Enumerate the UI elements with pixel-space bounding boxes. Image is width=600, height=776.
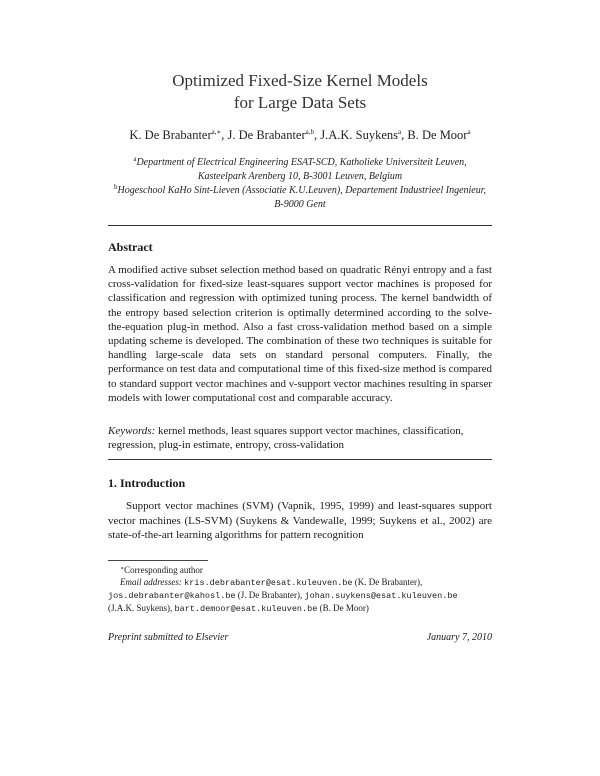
page-footer [108,632,492,643]
footnotes [108,563,492,615]
footer-date: January 7, 2010 [426,632,492,643]
affil-mark: a,b [305,128,314,136]
keywords [108,424,492,452]
abstract-bottom-rule [108,459,492,460]
email-label: Email addresses: [120,577,182,587]
title-line-2: for Large Data Sets [233,93,367,112]
paper-title [0,70,600,114]
author: J. De Brabanter$^{a,b}$, [227,128,321,142]
email-link[interactable]: bart.demoor@esat.kuleuven.be [174,604,318,614]
footnote-emails-line-3: (J.A.K. Suykens), bart.demoor@esat.kuleuven.be (B. De Moor) [108,603,369,614]
author: J.A.K. Suykens$^a$, [320,128,408,142]
abstract-body: A modified active subset selection method based on quadratic Rényi entropy and a fast cross-validation for fixed-size least-squares support vector machines is proposed for classification and regression with optimized tuning process. The kernel bandwidth of the entropy based selection criterion is optimally determined according to the solve-the-equation plug-in method. Also a fast cross-validation method based on a simple updating scheme is developed. The combination of these two techniques is suitable for handling large-scale data sets on standard personal computers. Finally, the performance on test data and computational time of this fixed-size method is compared to standard support vector machines and ν-support vector machines resulting in sparser models with lower computational cost and comparable accuracy. [108,264,492,404]
affiliation-b: $^b$Hogeschool KaHo Sint-Lieven (Associatie K.U.Leuven), Departement Industrieel Ingenieur, B-9000 Gent [113,183,487,210]
abstract-top-rule [108,225,492,226]
introduction-body: Support vector machines (SVM) (Vapnik, 1995, 1999) and least-squares support vector machines (LS-SVM) (Suykens & Vandewalle, 1999; Suykens et al., 2002) are state-of-the-art learning algorithms for pattern recognition [108,500,492,542]
abstract-heading: Abstract [108,240,153,254]
footnote-rule [108,560,208,561]
title-line-1: Optimized Fixed-Size Kernel Models [172,71,428,90]
author-list [0,128,600,143]
affil-mark: a,∗ [211,128,222,136]
affil-mark: a [467,128,471,136]
footnote-corresponding: ∗Corresponding author [120,565,203,575]
footnote-emails-line-2: jos.debrabanter@kahosl.be (J. De Brabanter), johan.suykens@esat.kuleuven.be [108,590,458,601]
affil-mark: a [398,128,402,136]
affiliation-a: $^a$Department of Electrical Engineering ESAT-SCD, Katholieke Universiteit Leuven, Kasteelpark Arenberg 10, B-3001 Leuven, Belgium [133,155,467,182]
email-link[interactable]: jos.debrabanter@kahosl.be [108,591,236,601]
keywords-label: Keywords: [108,425,156,437]
author: B. De Moor$^a$ [407,128,471,142]
footnote-emails-line-1: Email addresses: kris.debrabanter@esat.kuleuven.be (K. De Brabanter), [120,577,423,588]
email-link[interactable]: kris.debrabanter@esat.kuleuven.be [184,578,353,588]
email-link[interactable]: johan.suykens@esat.kuleuven.be [304,591,458,601]
section-heading-introduction: 1. Introduction [108,476,186,490]
author: K. De Brabanter$^{a,∗}$, [129,128,228,142]
footer-venue: Preprint submitted to Elsevier [108,632,229,643]
keywords-list: kernel methods, least squares support vector machines, classification, regression, plug-in estimate, entropy, cross-validation [108,425,464,452]
